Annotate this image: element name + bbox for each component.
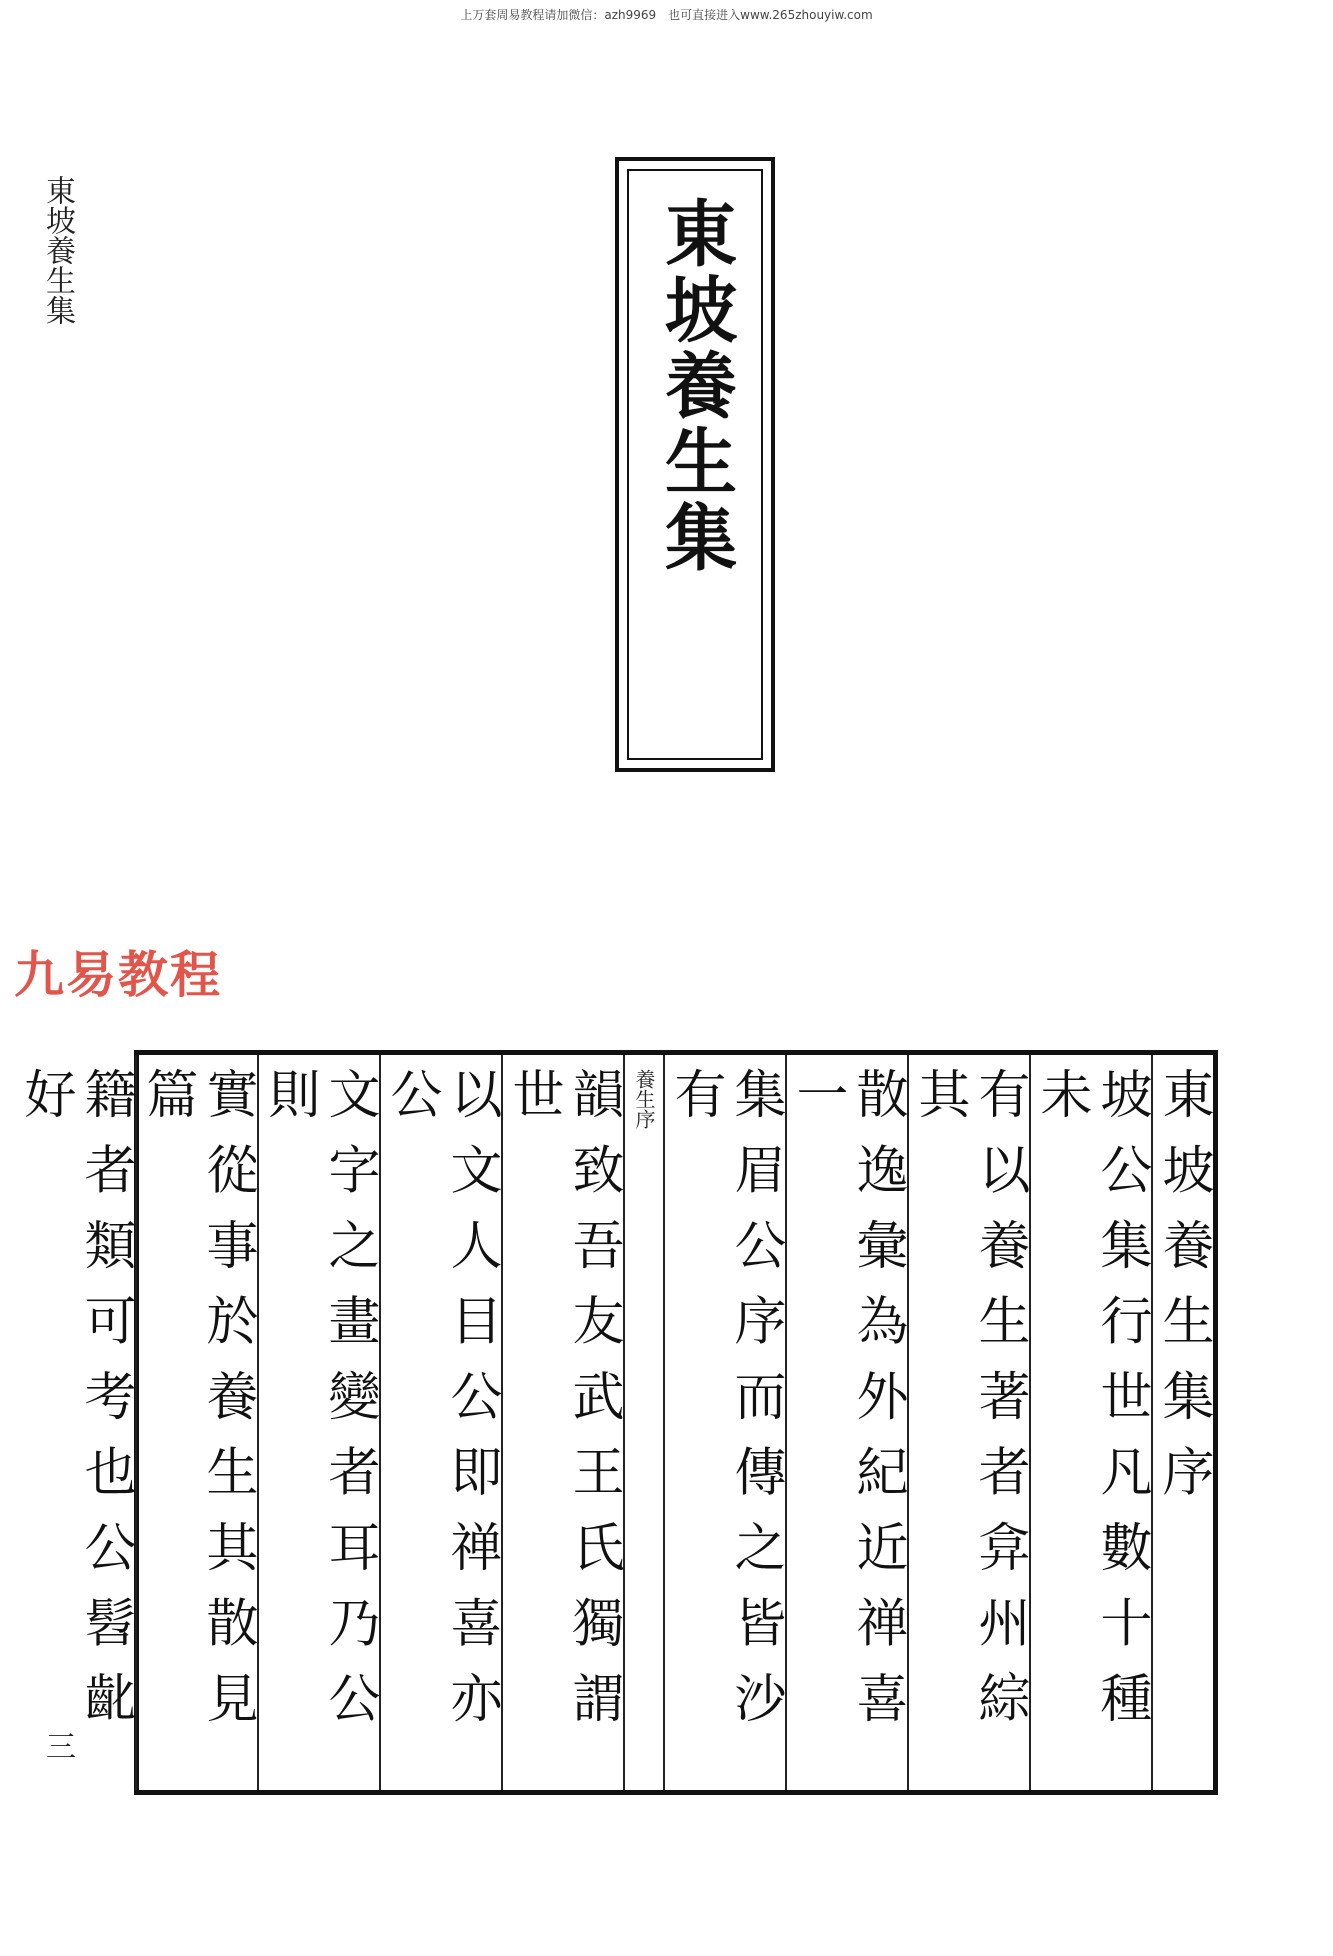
- text-column: [1029, 1055, 1151, 1790]
- text-column: [135, 1055, 257, 1790]
- margin-column: [623, 1055, 663, 1790]
- text-column: [907, 1055, 1029, 1790]
- watermark-logo: 九易教程: [14, 946, 222, 1004]
- column-text: 有以養生著者弇州綜其: [909, 1067, 1029, 1747]
- page-number: 三: [46, 1730, 76, 1765]
- column-text: 實從事於養生其散見篇: [137, 1067, 257, 1747]
- column-text: 韻致吾友武王氏獨謂世: [503, 1067, 623, 1747]
- text-column: [379, 1055, 501, 1790]
- text-block: [15, 1050, 1218, 1795]
- title-slip: [615, 157, 775, 772]
- column-text: 東坡養生集序: [1153, 1067, 1213, 1520]
- margin-note: 養生序: [632, 1069, 656, 1129]
- title-slip-text: 東坡養生集: [653, 196, 738, 576]
- column-text: 文字之畫變者耳乃公則: [259, 1067, 379, 1747]
- text-column: [15, 1055, 135, 1790]
- side-title: 東坡養生集: [40, 175, 75, 325]
- column-text: 以文人目公即禅喜亦公: [381, 1067, 501, 1747]
- column-text: 集眉公序而傳之皆沙有: [665, 1067, 785, 1747]
- top-banner: 上万套周易教程请加微信：azh9969 也可直接进入www.265zhouyiw.com: [460, 8, 873, 22]
- text-column: [785, 1055, 907, 1790]
- column-text: 散逸彙為外紀近禅喜一: [787, 1067, 907, 1747]
- column-text: 坡公集行世凡數十種未: [1031, 1067, 1151, 1747]
- text-column: [257, 1055, 379, 1790]
- text-column: [501, 1055, 623, 1790]
- text-column: [1151, 1055, 1213, 1790]
- text-column: [663, 1055, 785, 1790]
- column-text: 籍者類可考也公髫齔好: [15, 1067, 135, 1747]
